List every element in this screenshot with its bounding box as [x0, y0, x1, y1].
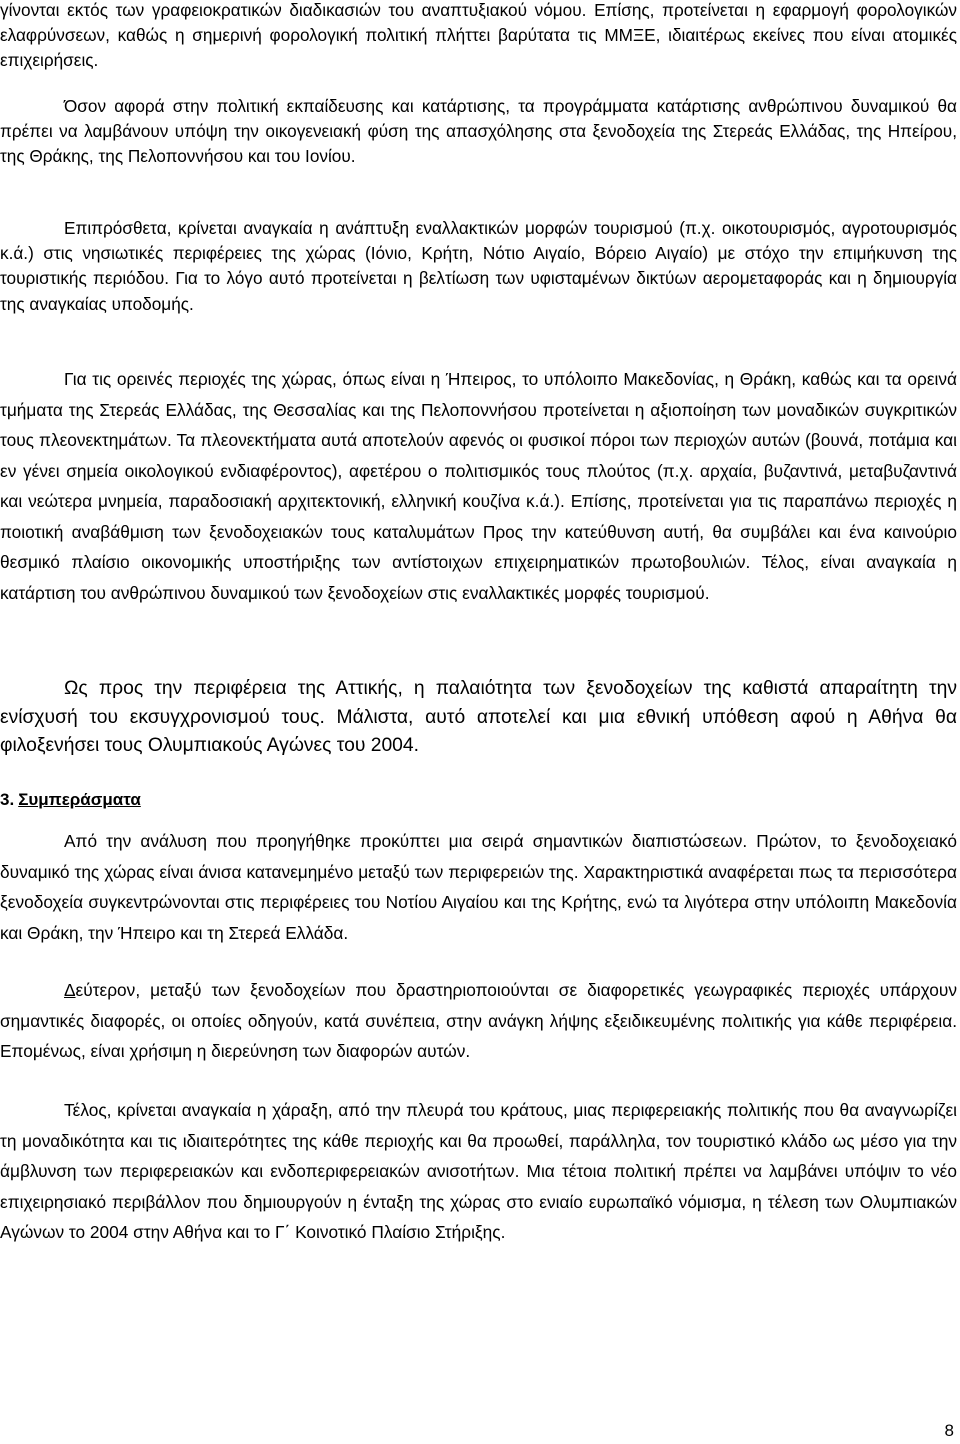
paragraph-4-text: Για τις ορεινές περιοχές της χώρας, όπως είναι η Ήπειρος, το υπόλοιπο Μακεδονίας, η Θράκη, καθώς και τα ορεινά τμήματα της Στερεάς Ελλάδας, της Θεσσαλίας και της Πελοποννήσου προτείνεται η αξιοποίηση των μοναδικών συγκριτικών τους πλεονεκτημάτων. Τα πλεονεκτήματα αυτά αποτελούν αφενός οι φυσικοί πόροι των περιοχών αυτών (βουνά, ποτάμια και εν γένει σημεία οικολογικού ενδιαφέροντος), αφετέρου ο πολιτισμικός τους πλούτος (π.χ. αρχαία, βυζαντινά, μεταβυζαντινά και νεώτερα μνημεία, παραδοσιακή αρχιτεκτονική, ελληνική κουζίνα κ.ά.). Επίσης, προτείνεται για τις παραπάνω περιοχές η ποιοτική αναβάθμιση των ξενοδοχειακών τους καταλυμάτων Προς την κατεύθυνση αυτή, θα συμβάλει και ένα καινούριο θεσμικό πλαίσιο οικονομικής υποστήριξης των αντίστοιχων επιχειρηματικών πρωτοβουλιών. Τέλος, είναι αναγκαία η κατάρτιση του ανθρώπινου δυναμικού των ξενοδοχείων στις εναλλακτικές μορφές τουρισμού. [0, 369, 957, 603]
section-number: 3. [0, 790, 15, 809]
page-number: 8 [944, 1421, 954, 1440]
paragraph-7-rest: εύτερον, μεταξύ των ξενοδοχείων που δραστηριοποιούνται σε διαφορετικές γεωγραφικές περιοχές υπάρχουν σημαντικές διαφορές, οι οποίες οδηγούν, κατά συνέπεια, στην ανάγκη λήψης εξειδικευμένης πολιτικής για κάθε περιφέρεια. Επομένως, είναι χρήσιμη η διερεύνηση των διαφορών αυτών. [0, 980, 957, 1061]
paragraph-5 [0, 675, 957, 761]
paragraph-3-text: Επιπρόσθετα, κρίνεται αναγκαία η ανάπτυξη εναλλακτικών μορφών τουρισμού (π.χ. οικοτουρισμός, αγροτουρισμός κ.ά.) στις νησιωτικές περιφέρειες της χώρας (Ιόνιο, Κρήτη, Νότιο Αιγαίο, Βόρειο Αιγαίο) με στόχο την επιμήκυνση της τουριστικής περιόδου. Για το λόγο αυτό προτείνεται η βελτίωση των υφισταμένων δικτύων αερομεταφοράς και η δημιουργία της αναγκαίας υποδομής. [0, 218, 957, 314]
paragraph-2 [0, 94, 957, 170]
paragraph-2-text: Όσον αφορά στην πολιτική εκπαίδευσης και κατάρτισης, τα προγράμματα κατάρτισης ανθρώπινου δυναμικού θα πρέπει να λαμβάνουν υπόψη την οικογενειακή φύση της απασχόλησης στα ξενοδοχεία της Στερεάς Ελλάδας, της Ηπείρου, της Θράκης, της Πελοποννήσου και του Ιονίου. [0, 96, 957, 167]
paragraph-1 [0, 0, 957, 74]
paragraph-6-text: Από την ανάλυση που προηγήθηκε προκύπτει μια σειρά σημαντικών διαπιστώσεων. Πρώτον, το ξενοδοχειακό δυναμικό της χώρας είναι άνισα κατανεμημένο μεταξύ των περιφερειών της. Χαρακτηριστικά αναφέρεται πως τα περισσότερα ξενοδοχεία συγκεντρώνονται στις περιφέρειες του Νοτίου Αιγαίου και της Κρήτης, ενώ τα λιγότερα στην υπόλοιπη Μακεδονία και Θράκη, την Ήπειρο και τη Στερεά Ελλάδα. [0, 831, 957, 943]
paragraph-7-text [0, 975, 957, 1067]
section-title: Συμπεράσματα [18, 790, 141, 809]
paragraph-8 [0, 1095, 957, 1248]
paragraph-1-text: γίνονται εκτός των γραφειοκρατικών διαδικασιών του αναπτυξιακού νόμου. Επίσης, προτείνεται η εφαρμογή φορολογικών ελαφρύνσεων, καθώς η σημερινή φορολογική πολιτική πλήττει βαρύτατα τις ΜΜΞΕ, ιδιαιτέρως εκείνες που είναι ατομικές επιχειρήσεις. [0, 0, 957, 71]
paragraph-7-initial: Δ [64, 980, 76, 1000]
section-heading [0, 788, 957, 812]
paragraph-8-text: Τέλος, κρίνεται αναγκαία η χάραξη, από την πλευρά του κράτους, μιας περιφερειακής πολιτικής που θα αναγνωρίζει τη μοναδικότητα και τις ιδιαιτερότητες της κάθε περιοχής και θα προωθεί, παράλληλα, τον τουριστικό κλάδο ως μέσο για την άμβλυνση των περιφερειακών και ενδοπεριφερειακών ανισοτήτων. Μια τέτοια πολιτική πρέπει να λαμβάνει υπόψιν το νέο επιχειρησιακό περιβάλλον που δημιουργούν η ένταξη της χώρας στο ενιαίο ευρωπαϊκό νόμισμα, η τέλεση των Ολυμπιακών Αγώνων το 2004 στην Αθήνα και το Γ΄ Κοινοτικό Πλαίσιο Στήριξης. [0, 1100, 957, 1242]
paragraph-7 [0, 975, 957, 1067]
paragraph-5-text: Ως προς την περιφέρεια της Αττικής, η παλαιότητα των ξενοδοχείων της καθιστά απαραίτητη την ενίσχυσή του εκσυγχρονισμού τους. Μάλιστα, αυτό αποτελεί και μια εθνική υπόθεση αφού η Αθήνα θα φιλοξενήσει τους Ολυμπιακούς Αγώνες του 2004. [0, 678, 957, 756]
section-heading-text [0, 788, 957, 812]
paragraph-6 [0, 826, 957, 948]
paragraph-4 [0, 364, 957, 608]
paragraph-3 [0, 216, 957, 317]
